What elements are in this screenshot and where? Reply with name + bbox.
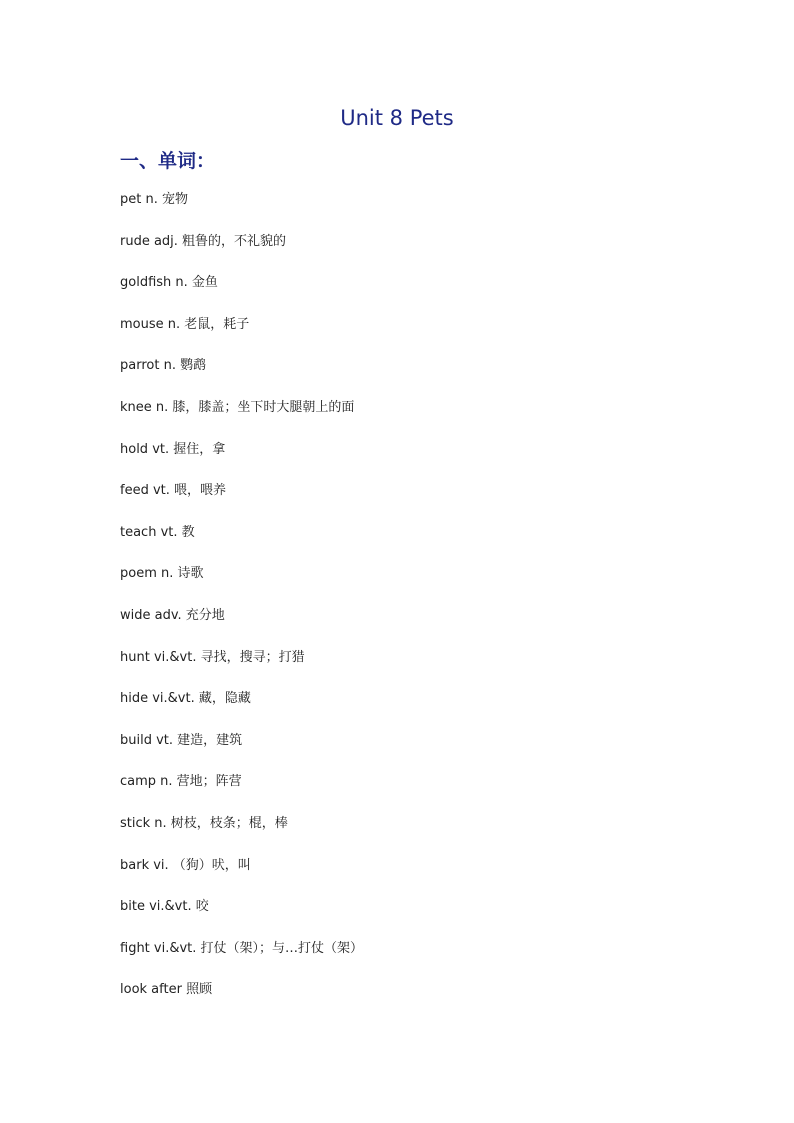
vocab-item-stick: stick n. 树枝，枝条；棍，棒 — [120, 815, 288, 831]
vocab-item-feed: feed vt. 喂，喂养 — [120, 483, 227, 499]
vocab-item-poem: poem n. 诗歌 — [120, 566, 204, 582]
vocab-item-bark: bark vi. （狗）吠，叫 — [120, 857, 251, 873]
vocab-item-camp: camp n. 营地；阵营 — [120, 774, 242, 790]
document-title: Unit 8 Pets — [340, 106, 454, 130]
vocab-item-knee: knee n. 膝，膝盖；坐下时大腿朝上的面 — [120, 399, 355, 415]
vocab-item-build: build vt. 建造，建筑 — [120, 732, 243, 748]
vocab-item-bite: bite vi.&vt. 咬 — [120, 899, 209, 915]
vocab-item-rude: rude adj. 粗鲁的，不礼貌的 — [120, 233, 287, 249]
vocab-item-mouse: mouse n. 老鼠，耗子 — [120, 316, 250, 332]
section-heading-vocabulary: 一、单词： — [120, 150, 216, 172]
vocab-item-parrot: parrot n. 鹦鹉 — [120, 358, 207, 374]
vocab-item-hide: hide vi.&vt. 藏，隐藏 — [120, 691, 251, 707]
vocab-item-pet: pet n. 宠物 — [120, 192, 188, 207]
vocab-item-teach: teach vt. 教 — [120, 524, 195, 540]
vocab-item-goldfish: goldfish n. 金鱼 — [120, 275, 218, 291]
vocab-item-hold: hold vt. 握住，拿 — [120, 441, 226, 457]
vocab-item-wide: wide adv. 充分地 — [120, 607, 225, 623]
vocab-item-fight: fight vi.&vt. 打仗（架）；与…打仗（架） — [120, 940, 364, 956]
vocabulary-list — [120, 190, 363, 1022]
vocab-item-look-after: look after 照顾 — [120, 982, 213, 998]
vocab-item-hunt: hunt vi.&vt. 寻找，搜寻；打猎 — [120, 649, 305, 665]
